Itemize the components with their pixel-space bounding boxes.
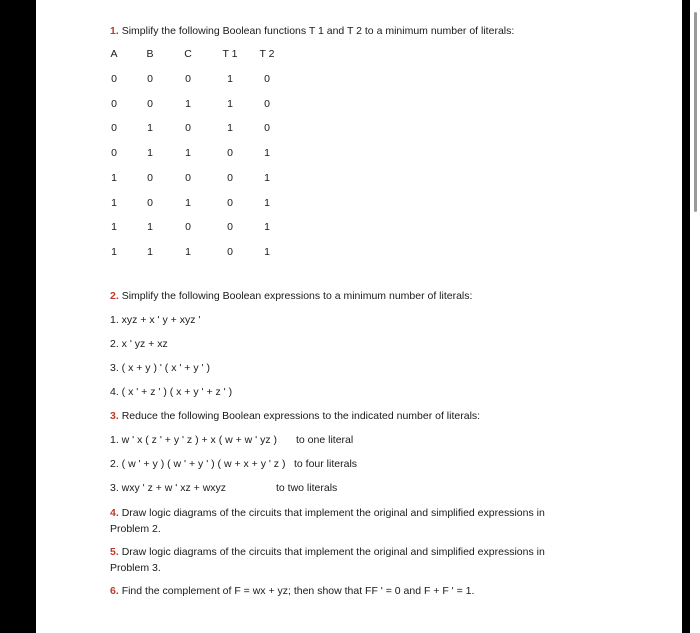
table-cell: 0 <box>111 122 117 134</box>
table-cell: 1 <box>111 172 117 184</box>
table-cell: 1 <box>227 122 233 134</box>
question-5 <box>110 544 580 576</box>
table-cell: 1 <box>227 73 233 85</box>
list-item: 1. xyz + x ' y + xyz ' <box>110 314 201 326</box>
header-cell: C <box>184 48 192 60</box>
list-item: 3. ( x + y ) ' ( x ' + y ' ) <box>110 362 210 374</box>
table-cell: 1 <box>185 98 191 110</box>
header-cell: B <box>146 48 154 60</box>
table-cell: 1 <box>111 221 117 233</box>
list-item: 4. ( x ' + z ' ) ( x + y ' + z ' ) <box>110 386 233 398</box>
list-item: 2. x ' yz + xz <box>110 338 168 350</box>
table-cell: 1 <box>264 147 270 159</box>
table-cell: 0 <box>147 172 153 184</box>
table-cell: 1 <box>111 246 117 258</box>
table-cell: 1 <box>264 197 270 209</box>
table-cell: 0 <box>147 73 153 85</box>
table-cell: 1 <box>264 172 270 184</box>
question-text: Reduce the following Boolean expressions to the indicated number of literals: <box>121 410 481 422</box>
header-cell: T 1 <box>222 48 238 60</box>
question-number: 6. <box>110 585 119 597</box>
header-cell: A <box>110 48 118 60</box>
table-cell: 1 <box>264 221 270 233</box>
question-text: Find the complement of F = wx + yz; then show that FF ' = 0 and F + F ' = 1. <box>121 585 475 597</box>
table-cell: 1 <box>227 98 233 110</box>
table-cell: 0 <box>147 197 153 209</box>
question-text: Simplify the following Boolean expressions to a minimum number of literals: <box>121 290 473 302</box>
question-number: 4. <box>110 507 119 519</box>
question-1 <box>110 24 514 38</box>
table-cell: 0 <box>227 172 233 184</box>
question-4 <box>110 505 580 537</box>
scrollbar[interactable] <box>690 0 700 633</box>
table-cell: 0 <box>264 98 270 110</box>
list-item-target: to one literal <box>296 434 354 446</box>
scrollbar-thumb[interactable] <box>694 12 697 212</box>
table-cell: 1 <box>147 221 153 233</box>
table-cell: 1 <box>185 197 191 209</box>
table-cell: 1 <box>147 122 153 134</box>
table-cell: 1 <box>111 197 117 209</box>
question-text: Draw logic diagrams of the circuits that implement the original and simplified expressions in Problem 2. <box>110 507 545 535</box>
question-text: Draw logic diagrams of the circuits that implement the original and simplified expressions in Problem 3. <box>110 546 545 574</box>
question-text: Simplify the following Boolean functions T 1 and T 2 to a minimum number of literals: <box>121 25 515 37</box>
table-cell: 0 <box>111 73 117 85</box>
table-cell: 0 <box>185 221 191 233</box>
table-cell: 0 <box>111 98 117 110</box>
table-cell: 0 <box>264 122 270 134</box>
question-3 <box>110 409 480 423</box>
question-number: 5. <box>110 546 119 558</box>
table-cell: 1 <box>147 147 153 159</box>
list-item-expression: 1. w ' x ( z ' + y ' z ) + x ( w + w ' yz ) <box>110 434 278 446</box>
question-number: 2. <box>110 290 119 302</box>
list-item-target: to four literals <box>294 458 358 470</box>
table-cell: 0 <box>264 73 270 85</box>
question-6 <box>110 584 474 598</box>
table-cell: 0 <box>227 221 233 233</box>
table-cell: 0 <box>227 246 233 258</box>
question-number: 1. <box>110 25 119 37</box>
table-cell: 1 <box>147 246 153 258</box>
table-cell: 0 <box>227 147 233 159</box>
table-cell: 0 <box>147 98 153 110</box>
table-cell: 0 <box>185 172 191 184</box>
question-2 <box>110 289 472 303</box>
header-cell: T 2 <box>259 48 275 60</box>
list-item-expression: 3. wxy ' z + w ' xz + wxyz <box>110 482 227 494</box>
table-cell: 1 <box>185 147 191 159</box>
table-cell: 0 <box>111 147 117 159</box>
table-cell: 1 <box>185 246 191 258</box>
table-cell: 0 <box>227 197 233 209</box>
table-cell: 0 <box>185 73 191 85</box>
list-item-target: to two literals <box>276 482 338 494</box>
question-number: 3. <box>110 410 119 422</box>
list-item-expression: 2. ( w ' + y ) ( w ' + y ' ) ( w + x + y ' z ) <box>110 458 286 470</box>
table-cell: 1 <box>264 246 270 258</box>
table-cell: 0 <box>185 122 191 134</box>
